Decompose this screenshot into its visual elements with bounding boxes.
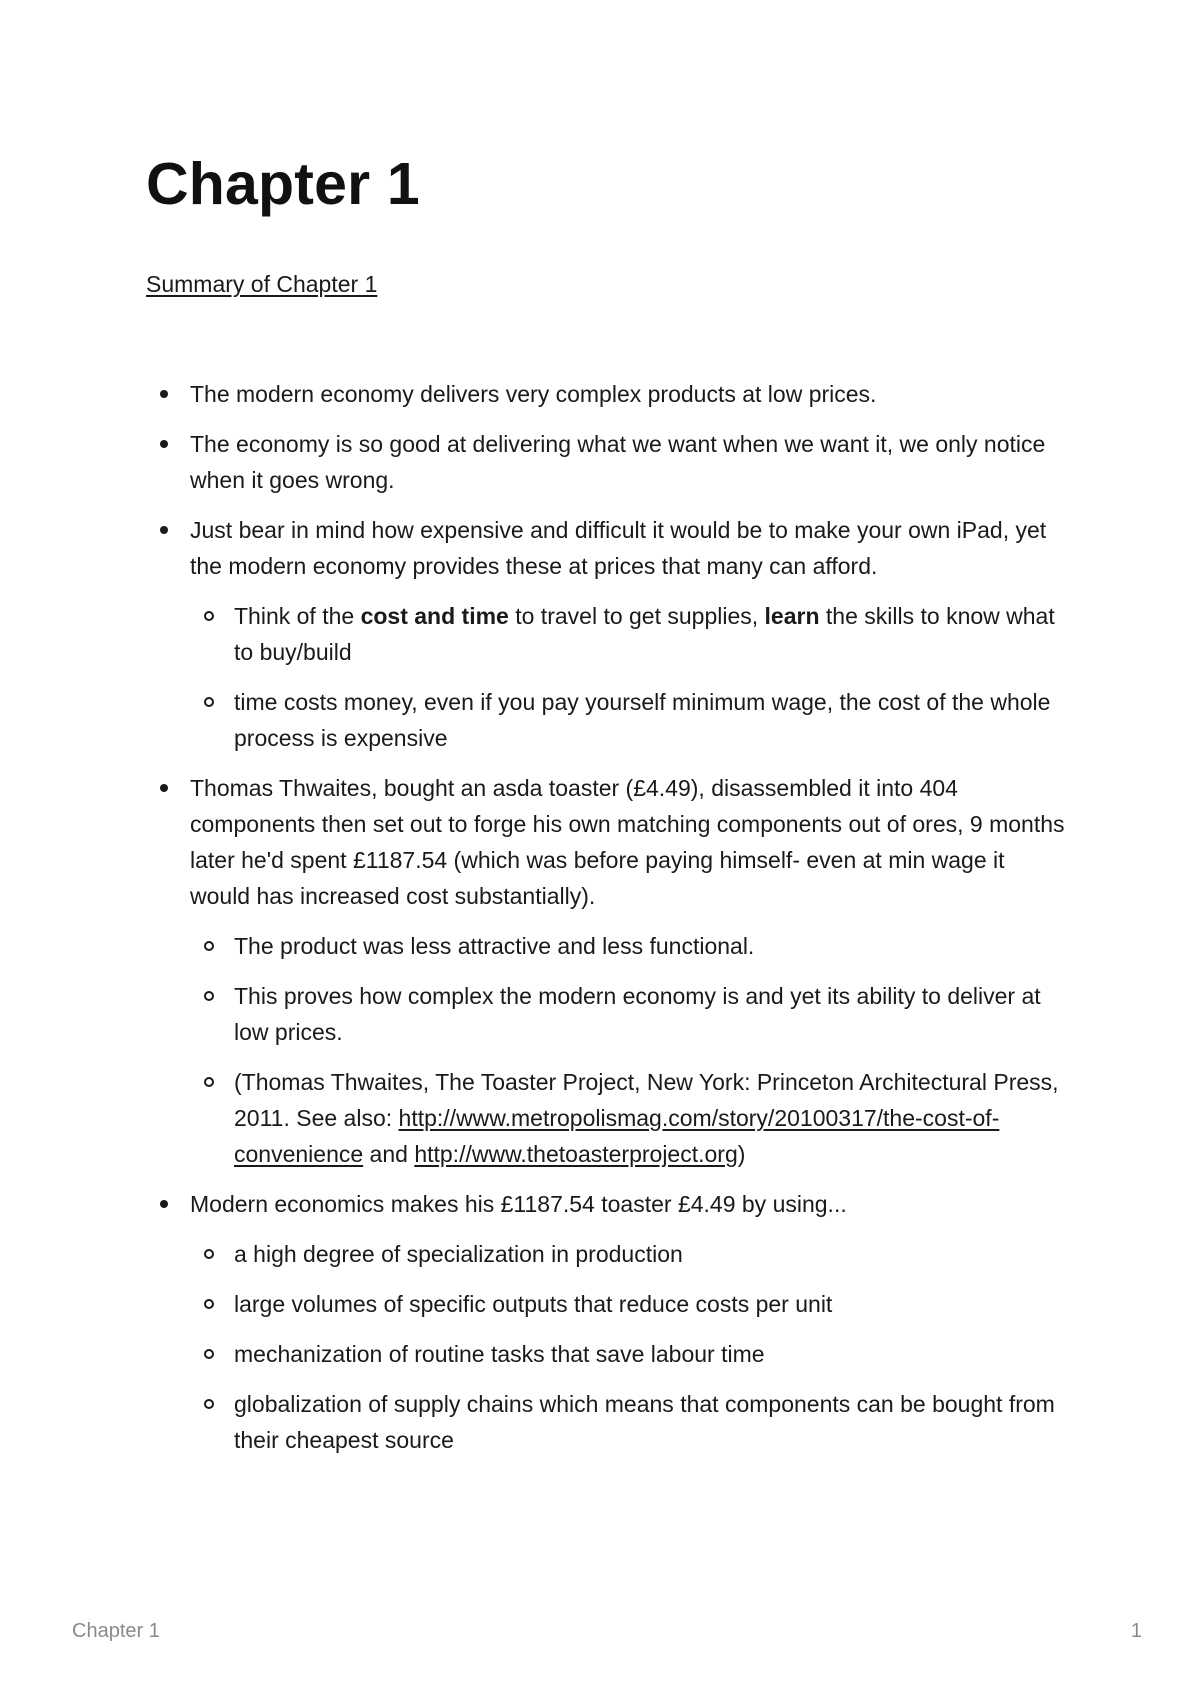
sub-bullet-text: the skills to know what to buy/build: [234, 603, 1055, 665]
bullet-list: [146, 376, 1066, 1458]
bullet-item: [146, 512, 1066, 756]
sub-bullet-text: to travel to get supplies,: [508, 603, 765, 629]
sub-bullet-text: Think of the: [234, 603, 361, 629]
sub-bullet-item: a high degree of specialization in production: [190, 1236, 1066, 1272]
sub-bullet-item: mechanization of routine tasks that save labour time: [190, 1336, 1066, 1372]
sub-bullet-text: ): [737, 1141, 746, 1167]
chapter-summary-subtitle: Summary of Chapter 1: [146, 271, 378, 297]
sub-bullet-list: [190, 1236, 1066, 1458]
sub-bullet-item: time costs money, even if you pay yourself minimum wage, the cost of the whole process is expensive: [190, 684, 1066, 756]
summary-content: [146, 376, 1066, 1472]
footer-chapter-label: Chapter 1: [72, 1620, 160, 1642]
sub-bullet-item: large volumes of specific outputs that reduce costs per unit: [190, 1286, 1066, 1322]
sub-bullet-item: globalization of supply chains which means that components can be bought from their cheapest source: [190, 1386, 1066, 1458]
sub-bullet-text: and: [363, 1141, 415, 1167]
bullet-item: [146, 770, 1066, 1172]
metropolismag-link[interactable]: http://www.metropolismag.com/story/20100317/the-cost-of-convenience: [234, 1105, 1000, 1167]
toaster-project-link[interactable]: http://www.thetoasterproject.org: [414, 1141, 738, 1167]
bullet-text: Just bear in mind how expensive and difficult it would be to make your own iPad, yet the modern economy provides these at prices that many can afford.: [190, 517, 1047, 579]
sub-bullet-item: This proves how complex the modern economy is and yet its ability to deliver at low prices.: [190, 978, 1066, 1050]
bullet-text: Modern economics makes his £1187.54 toaster £4.49 by using...: [190, 1191, 847, 1217]
bullet-text: Thomas Thwaites, bought an asda toaster (£4.49), disassembled it into 404 components then set out to forge his own matching components out of ores, 9 months later he'd spent £1187.54 (which was before paying himself- even at min wage it would has increased cost substantially).: [190, 775, 1065, 909]
bullet-item: The economy is so good at delivering what we want when we want it, we only notice when it goes wrong.: [146, 426, 1066, 498]
sub-bullet-list: [190, 598, 1066, 756]
bold-text: learn: [764, 603, 820, 629]
bullet-item: [146, 1186, 1066, 1458]
sub-bullet-list: [190, 928, 1066, 1172]
sub-bullet-text: (Thomas Thwaites, The Toaster Project, New York: Princeton Architectural Press, 2011. See also:: [234, 1069, 1059, 1131]
bullet-item: The modern economy delivers very complex products at low prices.: [146, 376, 1066, 412]
sub-bullet-item: [190, 1064, 1066, 1172]
bold-text: cost and time: [360, 603, 509, 629]
page-title: Chapter 1: [146, 151, 420, 217]
page-number: 1: [1130, 1620, 1142, 1642]
sub-bullet-item: The product was less attractive and less functional.: [190, 928, 1066, 964]
sub-bullet-item: [190, 598, 1066, 670]
